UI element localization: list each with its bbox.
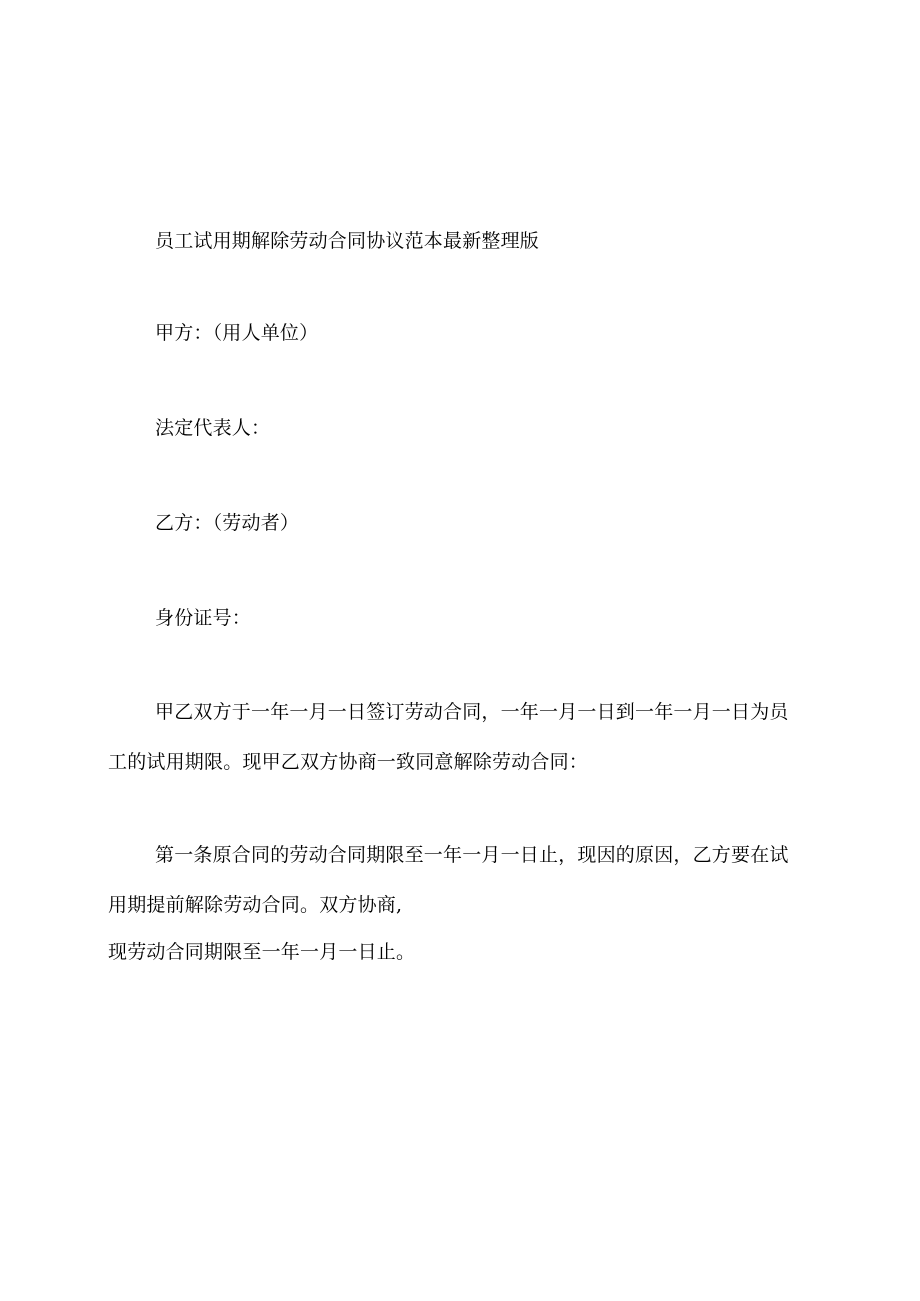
legal-representative-field: 法定代表人： [155, 417, 271, 439]
party-b-field: 乙方：（劳动者） [155, 512, 300, 534]
paragraph-1-line-1: 甲乙双方于一年一月一日签订劳动合同，一年一月一日到一年一月一日为员 [155, 701, 789, 723]
paragraph-2-line-1: 第一条原合同的劳动合同期限至一年一月一日止，现因的原因，乙方要在试 [155, 844, 789, 866]
document-title: 员工试用期解除劳动合同协议范本最新整理版 [155, 230, 540, 252]
id-number-field: 身份证号： [155, 607, 252, 629]
paragraph-2-line-2: 用期提前解除劳动合同。双方协商, [108, 894, 403, 916]
paragraph-2-line-3: 现劳动合同期限至一年一月一日止。 [108, 941, 416, 963]
party-a-field: 甲方：（用人单位） [155, 322, 319, 344]
paragraph-1-line-2: 工的试用期限。现甲乙双方协商一致同意解除劳动合同： [108, 751, 589, 773]
